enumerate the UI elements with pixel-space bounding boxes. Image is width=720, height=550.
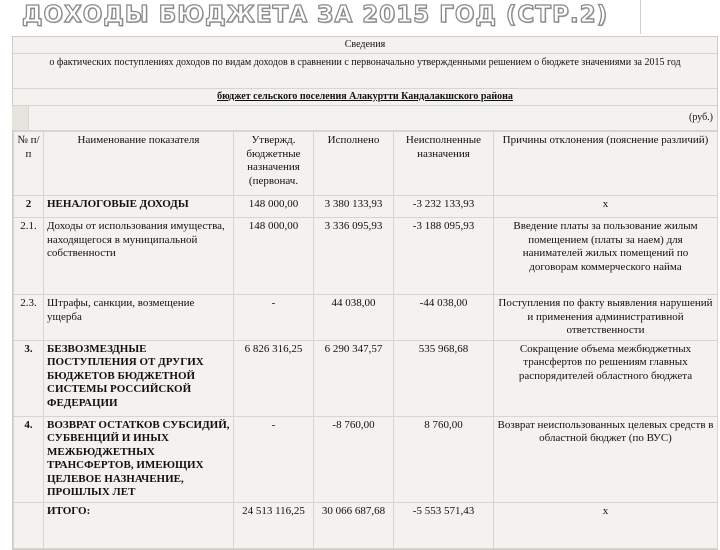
- col-num-header: № п/п: [14, 132, 44, 196]
- row-unexecuted: 535 968,68: [394, 340, 494, 416]
- row-reason: Сокращение объема межбюджетных трансфертов по решениям главных распорядителей областного бюджета: [494, 340, 718, 416]
- row-name: Штрафы, санкции, возмещение ущерба: [44, 295, 234, 341]
- title-divider: [640, 0, 641, 34]
- table-row: [14, 218, 718, 295]
- row-executed: 3 336 095,93: [314, 218, 394, 295]
- row-reason: Возврат неиспользованных целевых средств в областной бюджет (по ВУС): [494, 416, 718, 502]
- row-unexecuted: -3 188 095,93: [394, 218, 494, 295]
- revenue-table: [13, 131, 718, 549]
- row-executed: 30 066 687,68: [314, 502, 394, 548]
- row-num: 2.1.: [14, 218, 44, 295]
- slide-title: ДОХОДЫ БЮДЖЕТА ЗА 2015 ГОД (СТР.2): [22, 2, 609, 28]
- table-row: [14, 295, 718, 341]
- row-num: 2.3.: [14, 295, 44, 341]
- unit-row: [13, 106, 717, 131]
- row-approved: 6 826 316,25: [234, 340, 314, 416]
- row-executed: 6 290 347,57: [314, 340, 394, 416]
- col-approved-header: Утвержд. бюджетные назначения (первонач.: [234, 132, 314, 196]
- row-unexecuted: 8 760,00: [394, 416, 494, 502]
- row-executed: 3 380 133,93: [314, 196, 394, 218]
- row-num: 4.: [14, 416, 44, 502]
- row-unexecuted: -44 038,00: [394, 295, 494, 341]
- row-executed: -8 760,00: [314, 416, 394, 502]
- row-num: [14, 502, 44, 548]
- currency-unit: (руб.): [689, 112, 713, 123]
- table-header: [14, 132, 718, 196]
- row-num: 2: [14, 196, 44, 218]
- report-document: [12, 36, 718, 550]
- row-reason: Введение платы за пользование жилым помещением (платы за наем) для нанимателей жилых помещений по договорам коммерческого найма: [494, 218, 718, 295]
- row-approved: 148 000,00: [234, 218, 314, 295]
- row-name: ИТОГО:: [44, 502, 234, 548]
- row-unexecuted: -3 232 133,93: [394, 196, 494, 218]
- table-row: [14, 416, 718, 502]
- row-name: ВОЗВРАТ ОСТАТКОВ СУБСИДИЙ, СУБВЕНЦИЙ И ИНЫХ МЕЖБЮДЖЕТНЫХ ТРАНСФЕРТОВ, ИМЕЮЩИХ ЦЕЛЕВОЕ НАЗНАЧЕНИЕ, ПРОШЛЫХ ЛЕТ: [44, 416, 234, 502]
- row-unexecuted: -5 553 571,43: [394, 502, 494, 548]
- row-name: БЕЗВОЗМЕЗДНЫЕ ПОСТУПЛЕНИЯ ОТ ДРУГИХ БЮДЖЕТОВ БЮДЖЕТНОЙ СИСТЕМЫ РОССИЙСКОЙ ФЕДЕРАЦИИ: [44, 340, 234, 416]
- report-heading: Сведения: [13, 37, 717, 54]
- row-name: НЕНАЛОГОВЫЕ ДОХОДЫ: [44, 196, 234, 218]
- table-row: [14, 340, 718, 416]
- row-reason: х: [494, 196, 718, 218]
- table-row: [14, 196, 718, 218]
- top-right-band: [638, 0, 720, 34]
- row-approved: 24 513 116,25: [234, 502, 314, 548]
- col-name-header: Наименование показателя: [44, 132, 234, 196]
- row-reason: х: [494, 502, 718, 548]
- left-strip: [12, 106, 29, 130]
- row-name: Доходы от использования имущества, находящегося в муниципальной собственности: [44, 218, 234, 295]
- report-subheading: о фактических поступлениях доходов по видам доходов в сравнении с первоначально утвержденными решением о бюджете значениями за 2015 год: [13, 54, 717, 89]
- col-executed-header: Исполнено: [314, 132, 394, 196]
- col-unexecuted-header: Неисполненные назначения: [394, 132, 494, 196]
- row-num: 3.: [14, 340, 44, 416]
- row-approved: -: [234, 295, 314, 341]
- row-executed: 44 038,00: [314, 295, 394, 341]
- row-reason: Поступления по факту выявления нарушений и применения административной ответственности: [494, 295, 718, 341]
- row-approved: 148 000,00: [234, 196, 314, 218]
- col-reasons-header: Причины отклонения (пояснение различий): [494, 132, 718, 196]
- table-row-total: [14, 502, 718, 548]
- row-approved: -: [234, 416, 314, 502]
- budget-name: бюджет сельского поселения Алакуртти Кандалакшского района: [13, 89, 717, 106]
